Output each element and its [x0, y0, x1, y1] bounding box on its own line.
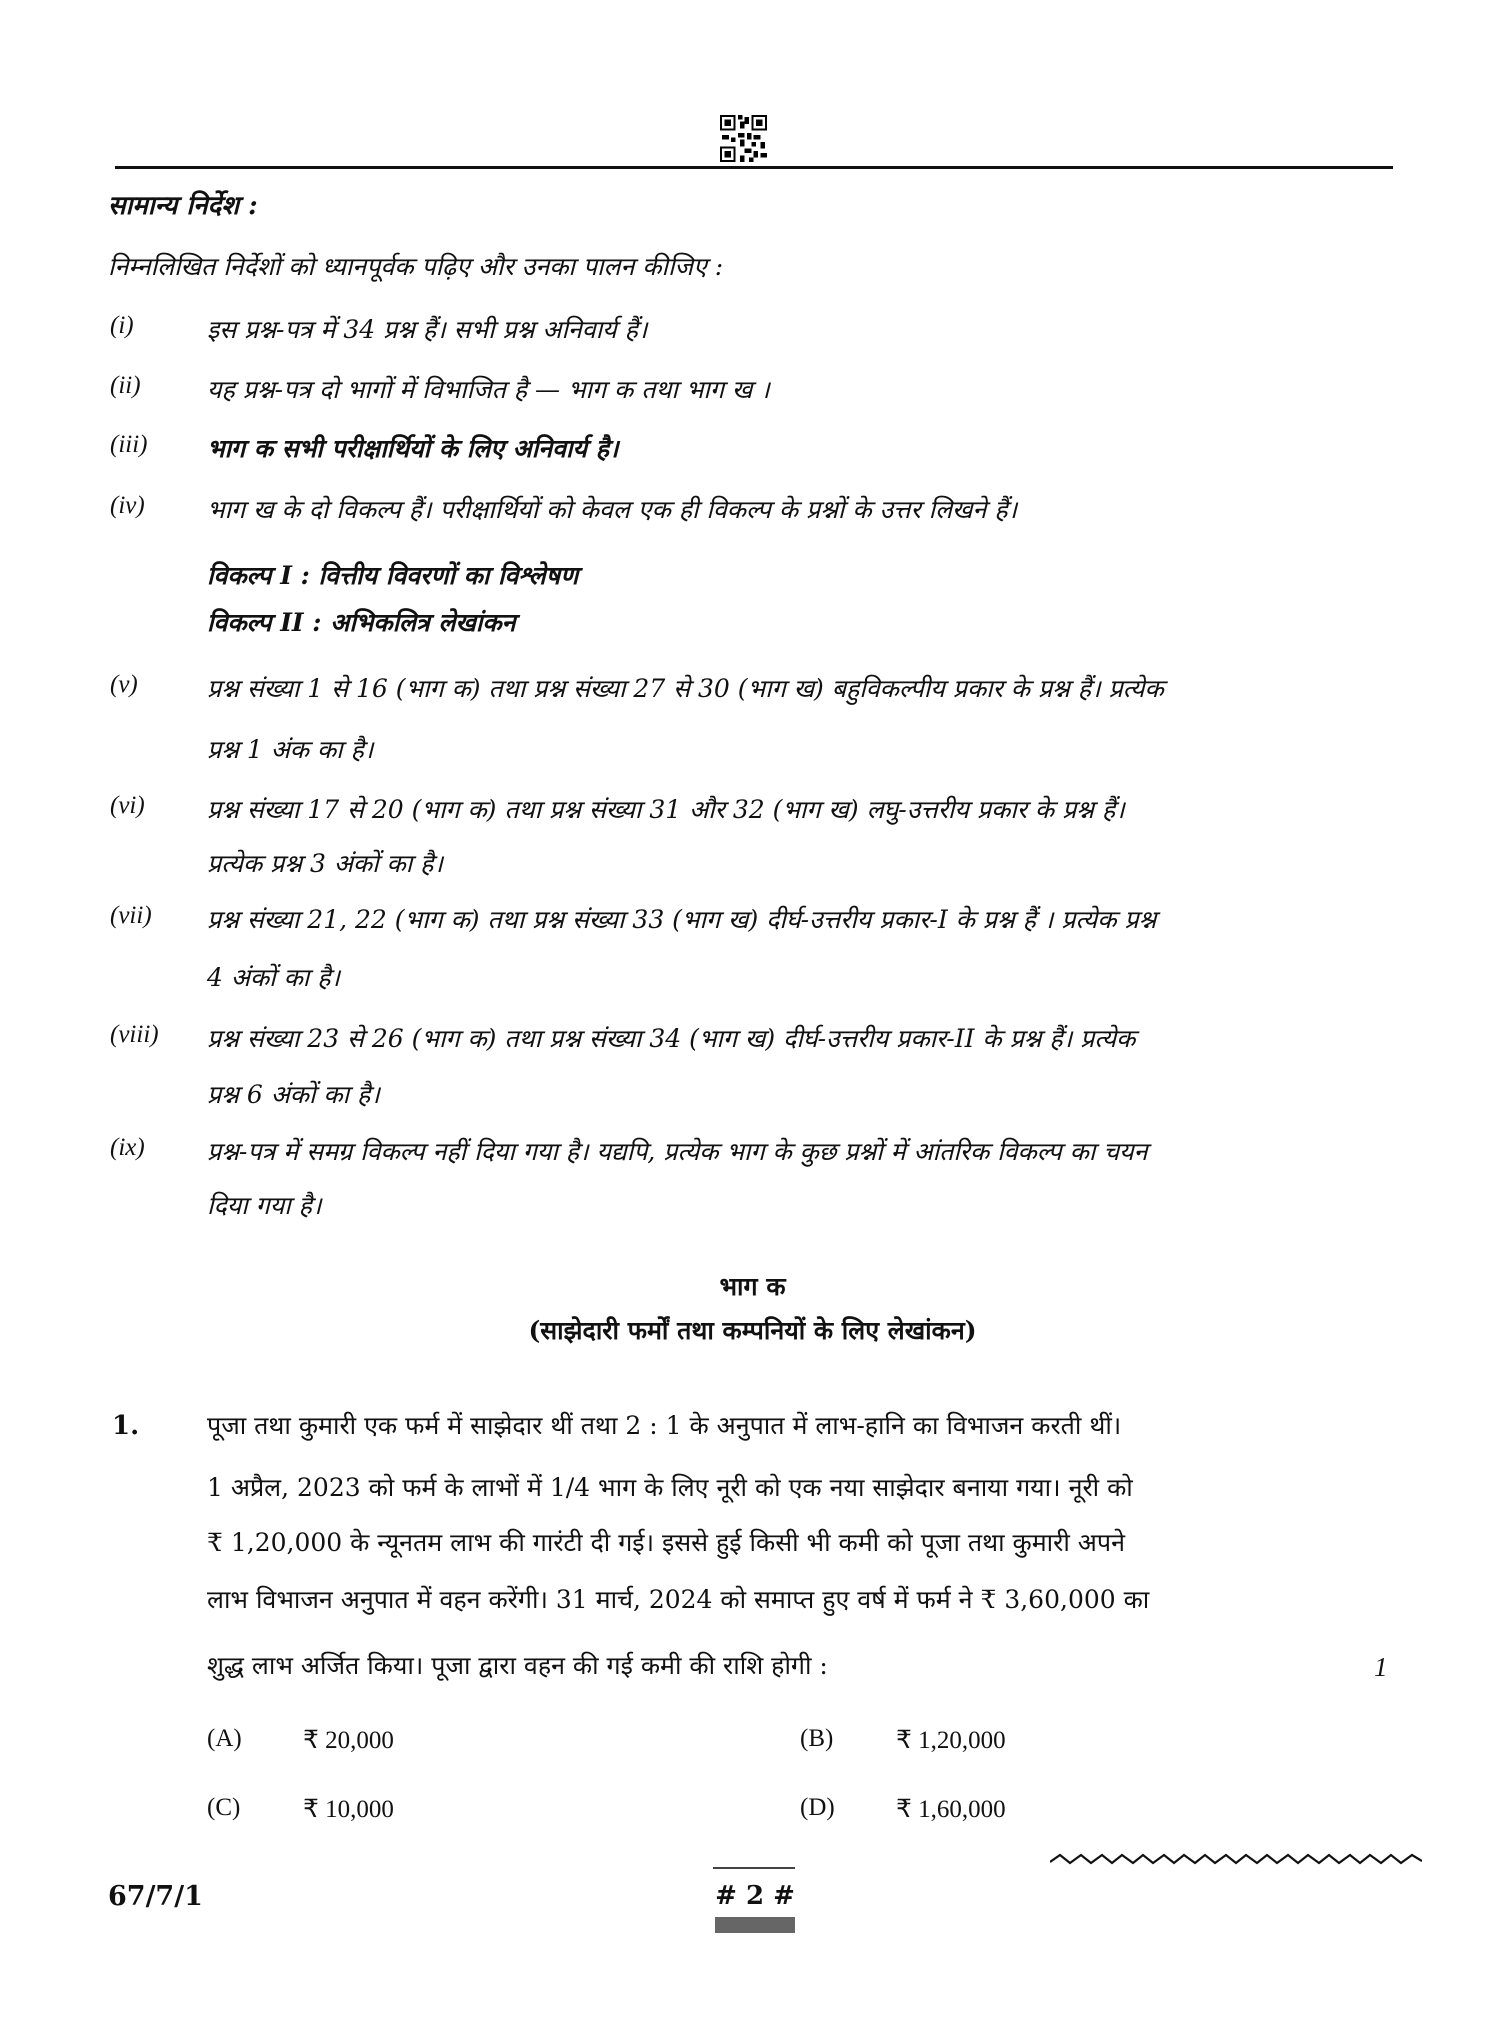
- instruction-item-continued: दिया गया है।: [207, 1191, 322, 1220]
- wavy-line-decoration: [1050, 1851, 1422, 1867]
- instruction-item: इस प्रश्न-पत्र में 34 प्रश्न हैं। सभी प्रश्न अनिवार्य हैं।: [207, 315, 648, 344]
- option-d-value: ₹ 1,60,000: [896, 1796, 1006, 1823]
- instructions-intro: निम्नलिखित निर्देशों को ध्यानपूर्वक पढ़िए और उनका पालन कीजिए :: [108, 252, 724, 281]
- question-text-line: शुद्ध लाभ अर्जित किया। पूजा द्वारा वहन की गई कमी की राशि होगी :: [207, 1651, 828, 1680]
- option-one-description: विकल्प I : वित्तीय विवरणों का विश्लेषण: [207, 561, 579, 590]
- option-a-label: (A): [207, 1725, 242, 1752]
- item-label: (vi): [110, 792, 145, 819]
- instruction-item: प्रश्न संख्या 1 से 16 (भाग क) तथा प्रश्न संख्या 27 से 30 (भाग ख) बहुविकल्पीय प्रकार के प्रश्न हैं। प्रत्येक: [207, 674, 1164, 703]
- option-c-value: ₹ 10,000: [303, 1796, 394, 1823]
- option-b-value: ₹ 1,20,000: [896, 1727, 1006, 1754]
- item-label: (i): [110, 312, 134, 339]
- instruction-item: प्रश्न संख्या 23 से 26 (भाग क) तथा प्रश्न संख्या 34 (भाग ख) दीर्घ-उत्तरीय प्रकार-II के प्रश्न हैं। प्रत्येक: [207, 1024, 1136, 1053]
- instruction-item-continued: प्रश्न 6 अंकों का है।: [207, 1080, 380, 1109]
- instruction-item: भाग क सभी परीक्षार्थियों के लिए अनिवार्य है।: [207, 434, 619, 463]
- instruction-item-continued: 4 अंकों का है।: [207, 963, 340, 992]
- item-label: (v): [110, 671, 138, 698]
- item-label: (iv): [110, 492, 145, 519]
- header-rule: [115, 166, 1393, 169]
- option-two-description: विकल्प II : अभिकलित्र लेखांकन: [207, 608, 516, 637]
- question-number: 1.: [112, 1411, 140, 1441]
- item-label: (vii): [110, 902, 152, 929]
- instruction-item: प्रश्न संख्या 21, 22 (भाग क) तथा प्रश्न संख्या 33 (भाग ख) दीर्घ-उत्तरीय प्रकार-I के प्रश्न हैं । प्रत्येक प्रश्न: [207, 905, 1157, 934]
- instruction-item: भाग ख के दो विकल्प हैं। परीक्षार्थियों को केवल एक ही विकल्प के प्रश्नों के उत्तर लिखने हैं।: [207, 495, 1018, 524]
- page-number-top-line: [713, 1867, 795, 1869]
- section-subtitle: (साझेदारी फर्मों तथा कम्पनियों के लिए लेखांकन): [528, 1316, 977, 1345]
- qr-code-icon: [720, 115, 767, 162]
- page-number-bar: [715, 1917, 795, 1933]
- question-text-line: ₹ 1,20,000 के न्यूनतम लाभ की गारंटी दी गई। इससे हुई किसी भी कमी को पूजा तथा कुमारी अपने: [207, 1528, 1125, 1557]
- item-label: (ii): [110, 372, 141, 399]
- instructions-title: सामान्य निर्देश :: [108, 191, 258, 221]
- page-number: # 2 #: [715, 1881, 795, 1911]
- question-marks: 1: [1374, 1652, 1388, 1682]
- instruction-item: प्रश्न संख्या 17 से 20 (भाग क) तथा प्रश्न संख्या 31 और 32 (भाग ख) लघु-उत्तरीय प्रकार के प्रश्न हैं।: [207, 795, 1125, 824]
- option-d-label: (D): [800, 1794, 835, 1821]
- instruction-item: प्रश्न-पत्र में समग्र विकल्प नहीं दिया गया है। यद्यपि, प्रत्येक भाग के कुछ प्रश्नों में आंतरिक विकल्प का चयन: [207, 1137, 1148, 1166]
- instruction-item: यह प्रश्न-पत्र दो भागों में विभाजित है — भाग क तथा भाग ख ।: [207, 375, 770, 404]
- question-text-line: 1 अप्रैल, 2023 को फर्म के लाभों में 1/4 भाग के लिए नूरी को एक नया साझेदार बनाया गया। नूरी को: [207, 1473, 1133, 1502]
- paper-code: 67/7/1: [108, 1881, 203, 1912]
- item-label: (iii): [110, 431, 148, 458]
- section-title: भाग क: [719, 1272, 786, 1301]
- option-b-label: (B): [800, 1725, 834, 1752]
- item-label: (viii): [110, 1021, 159, 1048]
- option-a-value: ₹ 20,000: [303, 1727, 394, 1754]
- question-text-line: पूजा तथा कुमारी एक फर्म में साझेदार थीं तथा 2 : 1 के अनुपात में लाभ-हानि का विभाजन करती थीं।: [207, 1411, 1122, 1440]
- item-label: (ix): [110, 1134, 145, 1161]
- question-text-line: लाभ विभाजन अनुपात में वहन करेंगी। 31 मार्च, 2024 को समाप्त हुए वर्ष में फर्म ने ₹ 3,60,000 का: [207, 1585, 1150, 1614]
- instruction-item-continued: प्रत्येक प्रश्न 3 अंकों का है।: [207, 849, 443, 878]
- instruction-item-continued: प्रश्न 1 अंक का है।: [207, 735, 374, 764]
- option-c-label: (C): [207, 1794, 241, 1821]
